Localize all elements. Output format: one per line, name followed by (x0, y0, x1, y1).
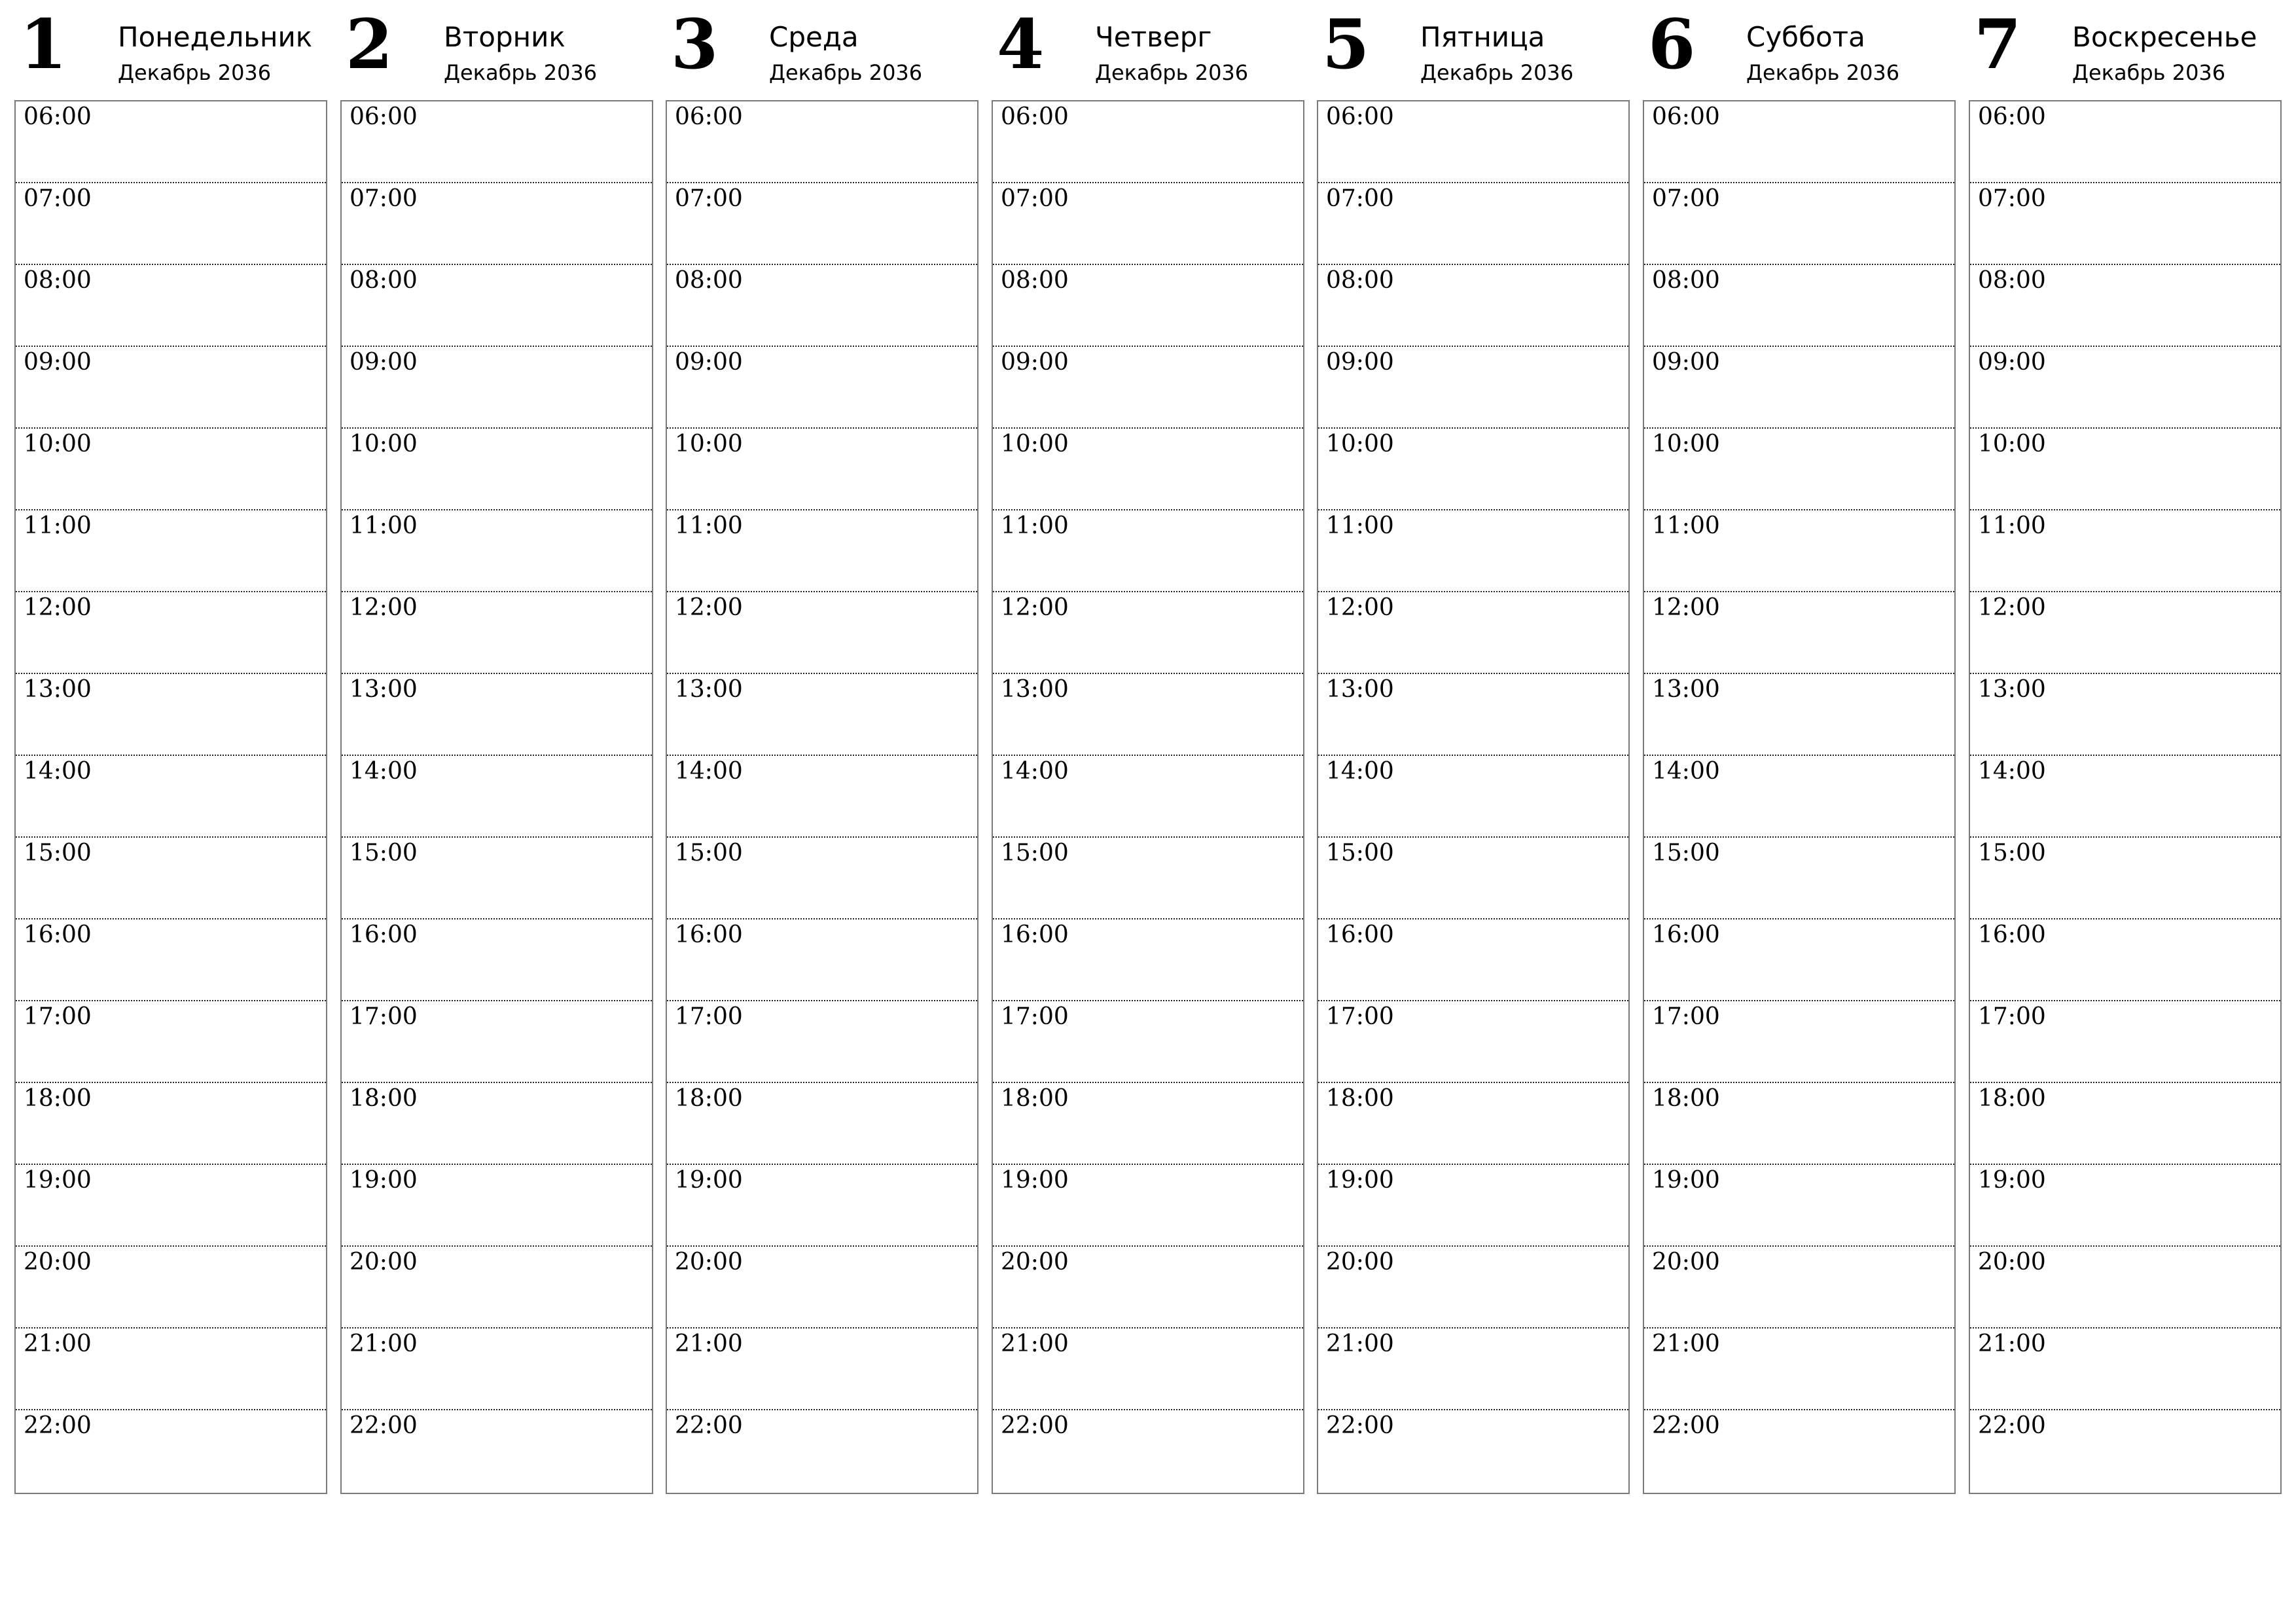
time-label: 07:00 (1326, 185, 1394, 212)
time-slot[interactable] (667, 756, 977, 838)
time-label: 14:00 (675, 758, 743, 785)
time-slot[interactable] (16, 1410, 326, 1492)
time-slot[interactable] (16, 919, 326, 1001)
time-label: 21:00 (1326, 1330, 1394, 1357)
time-label: 09:00 (1978, 349, 2046, 376)
time-slot[interactable] (1970, 265, 2280, 347)
time-label: 19:00 (675, 1167, 743, 1194)
time-slot[interactable] (342, 838, 652, 919)
time-slot[interactable] (342, 756, 652, 838)
time-slot[interactable] (1644, 838, 1954, 919)
day-schedule-box (666, 100, 978, 1494)
time-slot[interactable] (342, 429, 652, 510)
time-label: 12:00 (24, 594, 92, 621)
time-slot[interactable] (342, 347, 652, 429)
time-label: 12:00 (350, 594, 418, 621)
time-slot[interactable] (1644, 510, 1954, 592)
time-label: 10:00 (24, 431, 92, 457)
time-label: 07:00 (1652, 185, 1720, 212)
time-label: 11:00 (1978, 512, 2046, 539)
time-label: 09:00 (350, 349, 418, 376)
time-label: 20:00 (24, 1249, 92, 1275)
time-slot[interactable] (1644, 183, 1954, 265)
time-slot[interactable] (1644, 347, 1954, 429)
time-label: 18:00 (24, 1085, 92, 1112)
time-slot[interactable] (342, 1410, 652, 1492)
time-slot[interactable] (1318, 347, 1628, 429)
time-slot[interactable] (993, 838, 1303, 919)
time-label: 16:00 (24, 921, 92, 948)
day-name: Четверг (1095, 21, 1212, 53)
time-slot[interactable] (993, 1410, 1303, 1492)
day-schedule-box (1643, 100, 1956, 1494)
time-slot[interactable] (16, 265, 326, 347)
time-label: 07:00 (675, 185, 743, 212)
time-slot[interactable] (1318, 183, 1628, 265)
time-slot[interactable] (342, 265, 652, 347)
time-slot[interactable] (1318, 592, 1628, 674)
time-label: 09:00 (24, 349, 92, 376)
time-label: 11:00 (675, 512, 743, 539)
time-label: 14:00 (1326, 758, 1394, 785)
time-slot[interactable] (342, 1329, 652, 1410)
time-label: 10:00 (675, 431, 743, 457)
time-label: 15:00 (675, 840, 743, 866)
time-label: 21:00 (675, 1330, 743, 1357)
time-slot[interactable] (1970, 347, 2280, 429)
time-slot[interactable] (1318, 1410, 1628, 1492)
time-label: 22:00 (1001, 1412, 1069, 1439)
time-label: 07:00 (350, 185, 418, 212)
time-label: 06:00 (350, 103, 418, 130)
time-label: 18:00 (1652, 1085, 1720, 1112)
day-name: Вторник (444, 21, 565, 53)
time-slot[interactable] (16, 838, 326, 919)
time-label: 12:00 (1001, 594, 1069, 621)
time-slot[interactable] (1970, 510, 2280, 592)
time-slot[interactable] (667, 1165, 977, 1247)
time-label: 14:00 (1978, 758, 2046, 785)
time-label: 18:00 (350, 1085, 418, 1112)
time-label: 15:00 (1326, 840, 1394, 866)
time-slot[interactable] (1644, 1247, 1954, 1329)
time-slot[interactable] (342, 1247, 652, 1329)
time-label: 17:00 (1652, 1003, 1720, 1030)
time-slot[interactable] (1644, 429, 1954, 510)
time-slot[interactable] (1970, 1001, 2280, 1083)
time-slot[interactable] (342, 183, 652, 265)
time-slot[interactable] (16, 1083, 326, 1165)
time-label: 19:00 (1001, 1167, 1069, 1194)
time-label: 09:00 (1001, 349, 1069, 376)
time-label: 08:00 (24, 267, 92, 294)
time-label: 15:00 (1652, 840, 1720, 866)
time-slot[interactable] (667, 1247, 977, 1329)
time-slot[interactable] (993, 592, 1303, 674)
day-number: 3 (671, 4, 719, 84)
time-slot[interactable] (16, 1329, 326, 1410)
time-slot[interactable] (1644, 1001, 1954, 1083)
time-label: 21:00 (24, 1330, 92, 1357)
time-slot[interactable] (16, 1165, 326, 1247)
time-label: 12:00 (1978, 594, 2046, 621)
time-label: 17:00 (675, 1003, 743, 1030)
time-slot[interactable] (667, 101, 977, 183)
time-label: 06:00 (1652, 103, 1720, 130)
time-slot[interactable] (16, 1247, 326, 1329)
time-slot[interactable] (342, 101, 652, 183)
time-label: 06:00 (675, 103, 743, 130)
time-slot[interactable] (1970, 183, 2280, 265)
time-slot[interactable] (1318, 1001, 1628, 1083)
time-label: 10:00 (1326, 431, 1394, 457)
time-slot[interactable] (342, 1083, 652, 1165)
time-slot[interactable] (667, 1001, 977, 1083)
time-slot[interactable] (667, 1083, 977, 1165)
time-slot[interactable] (1970, 674, 2280, 756)
time-slot[interactable] (667, 183, 977, 265)
time-slot[interactable] (993, 1001, 1303, 1083)
time-slot[interactable] (1644, 1165, 1954, 1247)
time-label: 16:00 (1326, 921, 1394, 948)
time-slot[interactable] (1970, 1165, 2280, 1247)
time-slot[interactable] (16, 1001, 326, 1083)
time-label: 08:00 (1001, 267, 1069, 294)
time-slot[interactable] (16, 674, 326, 756)
time-slot[interactable] (342, 919, 652, 1001)
day-number: 5 (1322, 4, 1370, 84)
time-label: 06:00 (24, 103, 92, 130)
time-label: 06:00 (1326, 103, 1394, 130)
day-header (1969, 0, 2282, 98)
day-name: Понедельник (118, 21, 313, 53)
time-label: 08:00 (350, 267, 418, 294)
time-label: 09:00 (1652, 349, 1720, 376)
time-label: 09:00 (675, 349, 743, 376)
day-schedule-box (992, 100, 1304, 1494)
time-slot[interactable] (667, 838, 977, 919)
time-label: 08:00 (675, 267, 743, 294)
time-slot[interactable] (993, 1247, 1303, 1329)
time-label: 12:00 (1326, 594, 1394, 621)
day-number: 1 (20, 4, 67, 84)
time-label: 17:00 (350, 1003, 418, 1030)
time-slot[interactable] (16, 101, 326, 183)
time-label: 18:00 (1001, 1085, 1069, 1112)
time-slot[interactable] (342, 1165, 652, 1247)
time-slot[interactable] (993, 183, 1303, 265)
time-label: 18:00 (1978, 1085, 2046, 1112)
time-label: 16:00 (1001, 921, 1069, 948)
time-label: 22:00 (1978, 1412, 2046, 1439)
day-schedule-box (1969, 100, 2282, 1494)
time-label: 10:00 (350, 431, 418, 457)
time-slot[interactable] (1644, 756, 1954, 838)
time-label: 21:00 (1978, 1330, 2046, 1357)
time-slot[interactable] (667, 919, 977, 1001)
day-month-label: Декабрь 2036 (769, 60, 923, 85)
time-slot[interactable] (1318, 1247, 1628, 1329)
time-label: 19:00 (1326, 1167, 1394, 1194)
time-label: 20:00 (350, 1249, 418, 1275)
time-slot[interactable] (1318, 1083, 1628, 1165)
time-slot[interactable] (342, 592, 652, 674)
time-label: 19:00 (24, 1167, 92, 1194)
day-header (992, 0, 1304, 98)
time-label: 09:00 (1326, 349, 1394, 376)
time-slot[interactable] (1970, 101, 2280, 183)
time-slot[interactable] (16, 592, 326, 674)
time-slot[interactable] (1318, 674, 1628, 756)
time-slot[interactable] (16, 183, 326, 265)
day-header (340, 0, 653, 98)
time-slot[interactable] (1318, 1329, 1628, 1410)
time-label: 20:00 (1978, 1249, 2046, 1275)
time-label: 11:00 (1652, 512, 1720, 539)
time-slot[interactable] (1644, 919, 1954, 1001)
time-label: 12:00 (675, 594, 743, 621)
time-slot[interactable] (16, 347, 326, 429)
time-slot[interactable] (667, 429, 977, 510)
time-label: 13:00 (350, 676, 418, 703)
time-label: 16:00 (1978, 921, 2046, 948)
time-label: 20:00 (1652, 1249, 1720, 1275)
day-header (14, 0, 327, 98)
time-label: 15:00 (1978, 840, 2046, 866)
day-number: 2 (346, 4, 393, 84)
time-label: 14:00 (24, 758, 92, 785)
time-label: 22:00 (675, 1412, 743, 1439)
day-name: Воскресенье (2072, 21, 2257, 53)
time-label: 15:00 (350, 840, 418, 866)
time-slot[interactable] (1644, 1329, 1954, 1410)
time-slot[interactable] (1970, 429, 2280, 510)
time-slot[interactable] (1318, 265, 1628, 347)
time-slot[interactable] (993, 1329, 1303, 1410)
time-label: 17:00 (1978, 1003, 2046, 1030)
time-slot[interactable] (667, 674, 977, 756)
time-label: 15:00 (24, 840, 92, 866)
time-slot[interactable] (1644, 1083, 1954, 1165)
day-month-label: Декабрь 2036 (1095, 60, 1249, 85)
time-label: 10:00 (1001, 431, 1069, 457)
time-slot[interactable] (667, 1410, 977, 1492)
time-slot[interactable] (993, 429, 1303, 510)
time-slot[interactable] (1970, 1247, 2280, 1329)
time-slot[interactable] (16, 756, 326, 838)
time-slot[interactable] (342, 510, 652, 592)
day-schedule-box (340, 100, 653, 1494)
time-slot[interactable] (1970, 919, 2280, 1001)
time-slot[interactable] (1970, 1410, 2280, 1492)
time-slot[interactable] (1970, 1083, 2280, 1165)
day-header (666, 0, 978, 98)
time-slot[interactable] (1644, 265, 1954, 347)
time-label: 12:00 (1652, 594, 1720, 621)
time-label: 17:00 (1326, 1003, 1394, 1030)
time-label: 18:00 (1326, 1085, 1394, 1112)
time-label: 22:00 (24, 1412, 92, 1439)
time-slot[interactable] (993, 1165, 1303, 1247)
time-label: 06:00 (1001, 103, 1069, 130)
time-slot[interactable] (1318, 101, 1628, 183)
time-slot[interactable] (1318, 756, 1628, 838)
time-label: 08:00 (1978, 267, 2046, 294)
time-slot[interactable] (667, 592, 977, 674)
time-label: 14:00 (350, 758, 418, 785)
time-label: 07:00 (1001, 185, 1069, 212)
time-slot[interactable] (1318, 510, 1628, 592)
time-label: 21:00 (1001, 1330, 1069, 1357)
day-name: Среда (769, 21, 859, 53)
time-label: 22:00 (1326, 1412, 1394, 1439)
day-month-label: Декабрь 2036 (1746, 60, 1900, 85)
time-label: 21:00 (1652, 1330, 1720, 1357)
day-month-label: Декабрь 2036 (118, 60, 272, 85)
time-label: 15:00 (1001, 840, 1069, 866)
time-slot[interactable] (1644, 674, 1954, 756)
time-label: 20:00 (1326, 1249, 1394, 1275)
time-slot[interactable] (993, 347, 1303, 429)
time-label: 20:00 (1001, 1249, 1069, 1275)
time-slot[interactable] (667, 510, 977, 592)
day-month-label: Декабрь 2036 (444, 60, 598, 85)
time-slot[interactable] (667, 265, 977, 347)
time-label: 13:00 (1326, 676, 1394, 703)
time-slot[interactable] (1970, 592, 2280, 674)
time-label: 16:00 (1652, 921, 1720, 948)
day-number: 6 (1648, 4, 1696, 84)
time-slot[interactable] (1318, 838, 1628, 919)
time-slot[interactable] (1318, 1165, 1628, 1247)
day-schedule-box (1317, 100, 1630, 1494)
time-slot[interactable] (667, 347, 977, 429)
day-month-label: Декабрь 2036 (2072, 60, 2226, 85)
time-slot[interactable] (993, 756, 1303, 838)
time-label: 13:00 (1652, 676, 1720, 703)
time-label: 07:00 (1978, 185, 2046, 212)
time-label: 22:00 (350, 1412, 418, 1439)
time-slot[interactable] (1644, 592, 1954, 674)
time-label: 14:00 (1652, 758, 1720, 785)
day-number: 4 (997, 4, 1045, 84)
time-label: 18:00 (675, 1085, 743, 1112)
time-label: 19:00 (350, 1167, 418, 1194)
time-label: 17:00 (24, 1003, 92, 1030)
time-label: 10:00 (1652, 431, 1720, 457)
time-label: 08:00 (1326, 267, 1394, 294)
time-label: 14:00 (1001, 758, 1069, 785)
time-slot[interactable] (1318, 919, 1628, 1001)
time-label: 13:00 (1978, 676, 2046, 703)
time-slot[interactable] (1318, 429, 1628, 510)
time-label: 13:00 (24, 676, 92, 703)
time-slot[interactable] (16, 429, 326, 510)
time-slot[interactable] (1970, 1329, 2280, 1410)
day-number: 7 (1974, 4, 2022, 84)
time-label: 13:00 (1001, 676, 1069, 703)
time-label: 16:00 (350, 921, 418, 948)
time-label: 19:00 (1652, 1167, 1720, 1194)
time-slot[interactable] (993, 265, 1303, 347)
time-label: 11:00 (1326, 512, 1394, 539)
time-label: 11:00 (350, 512, 418, 539)
time-label: 08:00 (1652, 267, 1720, 294)
time-label: 21:00 (350, 1330, 418, 1357)
time-slot[interactable] (993, 919, 1303, 1001)
time-label: 16:00 (675, 921, 743, 948)
time-label: 11:00 (1001, 512, 1069, 539)
time-slot[interactable] (993, 1083, 1303, 1165)
time-slot[interactable] (1970, 756, 2280, 838)
time-label: 20:00 (675, 1249, 743, 1275)
time-slot[interactable] (993, 101, 1303, 183)
day-schedule-box (14, 100, 327, 1494)
time-label: 06:00 (1978, 103, 2046, 130)
time-label: 17:00 (1001, 1003, 1069, 1030)
time-slot[interactable] (993, 510, 1303, 592)
time-label: 10:00 (1978, 431, 2046, 457)
time-label: 13:00 (675, 676, 743, 703)
time-slot[interactable] (16, 510, 326, 592)
day-name: Суббота (1746, 21, 1865, 53)
day-header (1643, 0, 1956, 98)
time-slot[interactable] (342, 1001, 652, 1083)
time-label: 11:00 (24, 512, 92, 539)
time-label: 22:00 (1652, 1412, 1720, 1439)
day-header (1317, 0, 1630, 98)
day-month-label: Декабрь 2036 (1420, 60, 1574, 85)
time-slot[interactable] (1970, 838, 2280, 919)
day-name: Пятница (1420, 21, 1545, 53)
time-label: 07:00 (24, 185, 92, 212)
time-label: 19:00 (1978, 1167, 2046, 1194)
time-slot[interactable] (342, 674, 652, 756)
time-slot[interactable] (1644, 101, 1954, 183)
time-slot[interactable] (1644, 1410, 1954, 1492)
time-slot[interactable] (993, 674, 1303, 756)
time-slot[interactable] (667, 1329, 977, 1410)
